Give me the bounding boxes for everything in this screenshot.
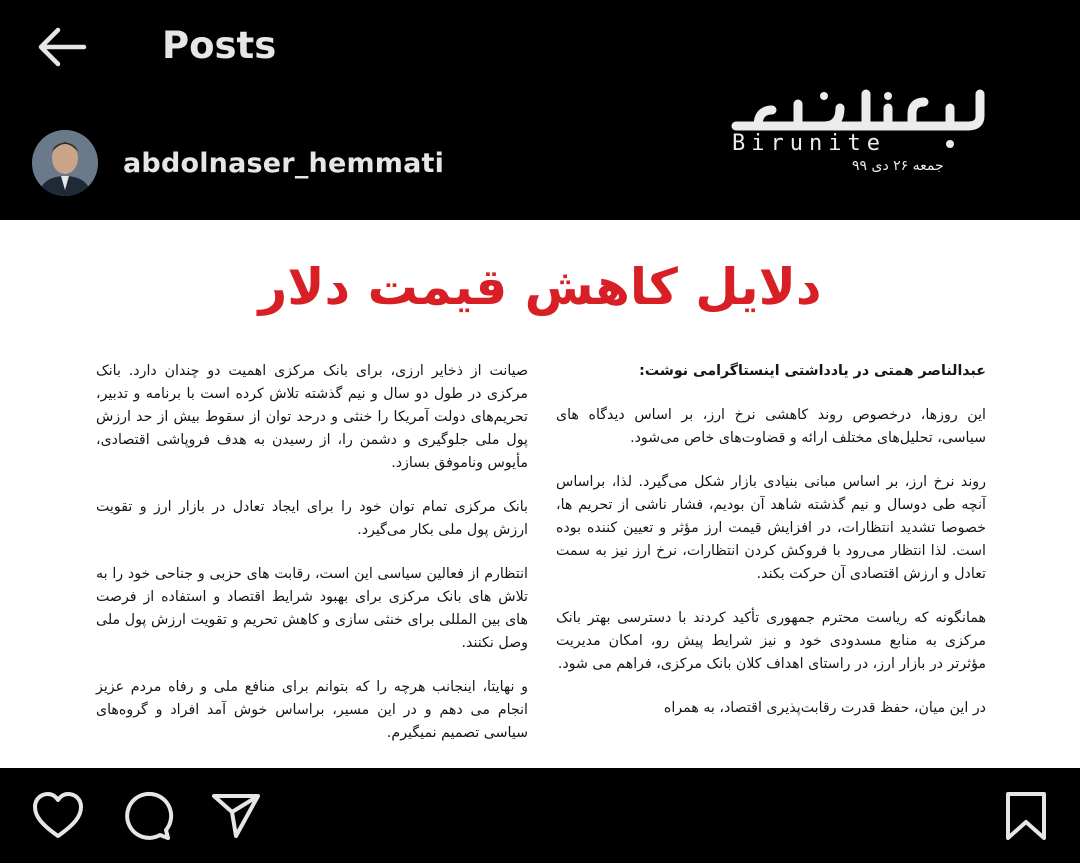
comment-icon [120, 790, 174, 842]
article-column-right [556, 360, 986, 741]
like-button[interactable] [31, 790, 85, 842]
save-button[interactable] [1000, 790, 1054, 842]
article-paragraph: روند نرخ ارز، بر اساس مبانی بنیادی بازار شکل می‌گیرد. لذا، براساس آنچه طی دوسال و نیم گذشته شاهد آن بودیم، فشار ناشی از تحریم ها، خصوصا تشدید انتظارات، در افزایش قیمت ارز مؤثر و تعیین کننده بوده است. لذا انتظار می‌رود با فروکش کردن انتظارات، نرخ ارز نیز به سمت تعادل و ارزش اقتصادی آن حرکت بکند. [556, 474, 986, 582]
send-icon [210, 790, 264, 842]
article-column-left [96, 360, 528, 766]
top-bar [0, 0, 1080, 96]
arrow-left-icon [34, 24, 90, 70]
article-intro: عبدالناصر همتی در یادداشتی اینستاگرامی نوشت: [639, 363, 986, 379]
article-image [0, 220, 1080, 768]
avatar[interactable] [32, 130, 98, 196]
action-bar [0, 768, 1080, 863]
username[interactable]: abdolnaser_hemmati [123, 148, 445, 179]
article-paragraph: انتظارم از فعالین سیاسی این است، رقابت های حزبی و جناحی خود را به تلاش های بانک مرکزی برای بهبود شرایط اقتصاد و استفاده از فرصت های بین المللی برای خنثی سازی و کاهش تحریم و تقویت ارزش پول ملی وصل نکنند. [96, 566, 528, 651]
logo-latin-text: Birunite [732, 131, 886, 156]
page-title: Posts [162, 24, 277, 67]
back-button[interactable] [34, 24, 90, 70]
article-paragraph: این روزها، درخصوص روند کاهشی نرخ ارز، بر اساس دیدگاه های سیاسی، تحلیل‌های مختلف ارائه و قضاوت‌های خاص می‌شود. [556, 407, 986, 446]
article-headline: دلایل کاهش قیمت دلار [258, 258, 822, 316]
article-paragraph: در این میان، حفظ قدرت رقابت‌پذیری اقتصاد، به همراه [663, 700, 986, 716]
post-date: جمعه ۲۶ دی ۹۹ [852, 158, 944, 174]
share-button[interactable] [210, 790, 264, 842]
article-paragraph: همانگونه که ریاست محترم جمهوری تأکید کردند با دسترسی بهتر بانک مرکزی به منابع مسدودی خود و نیز شرایط پیش رو، امکان مدیریت مؤثرتر در بازار ارز، در راستای اهداف کلان بانک مرکزی، فراهم می شود. [556, 610, 986, 672]
bookmark-icon [1000, 790, 1054, 842]
article-paragraph: بانک مرکزی تمام توان خود را برای ایجاد تعادل در بازار ارز و تقویت ارزش پول ملی بکار می‌گیرد. [96, 499, 528, 538]
article-paragraph: و نهایتا، اینجانب هرچه را که بتوانم برای منافع ملی و رفاه مردم عزیز انجام می دهم و در این مسیر، براساس خوش آمد افراد و گروه‌های سیاسی تصمیم نمیگیرم. [96, 679, 528, 741]
comment-button[interactable] [120, 790, 174, 842]
article-paragraph: صیانت از ذخایر ارزی، برای بانک مرکزی اهمیت دو چندان دارد. بانک مرکزی در طول دو سال و نیم گذشته تلاش کرده است با برنامه و تدبیر، تحریم‌های دولت آمریکا را خنثی و درحد توان از سقوط بیش از حد ارزش پول ملی جلوگیری و دشمن را، از رسیدن به هدف فروپاشی اقتصادی، مأیوس وناموفق بسازد. [96, 363, 528, 471]
avatar-image [32, 130, 98, 196]
heart-icon [31, 790, 85, 842]
